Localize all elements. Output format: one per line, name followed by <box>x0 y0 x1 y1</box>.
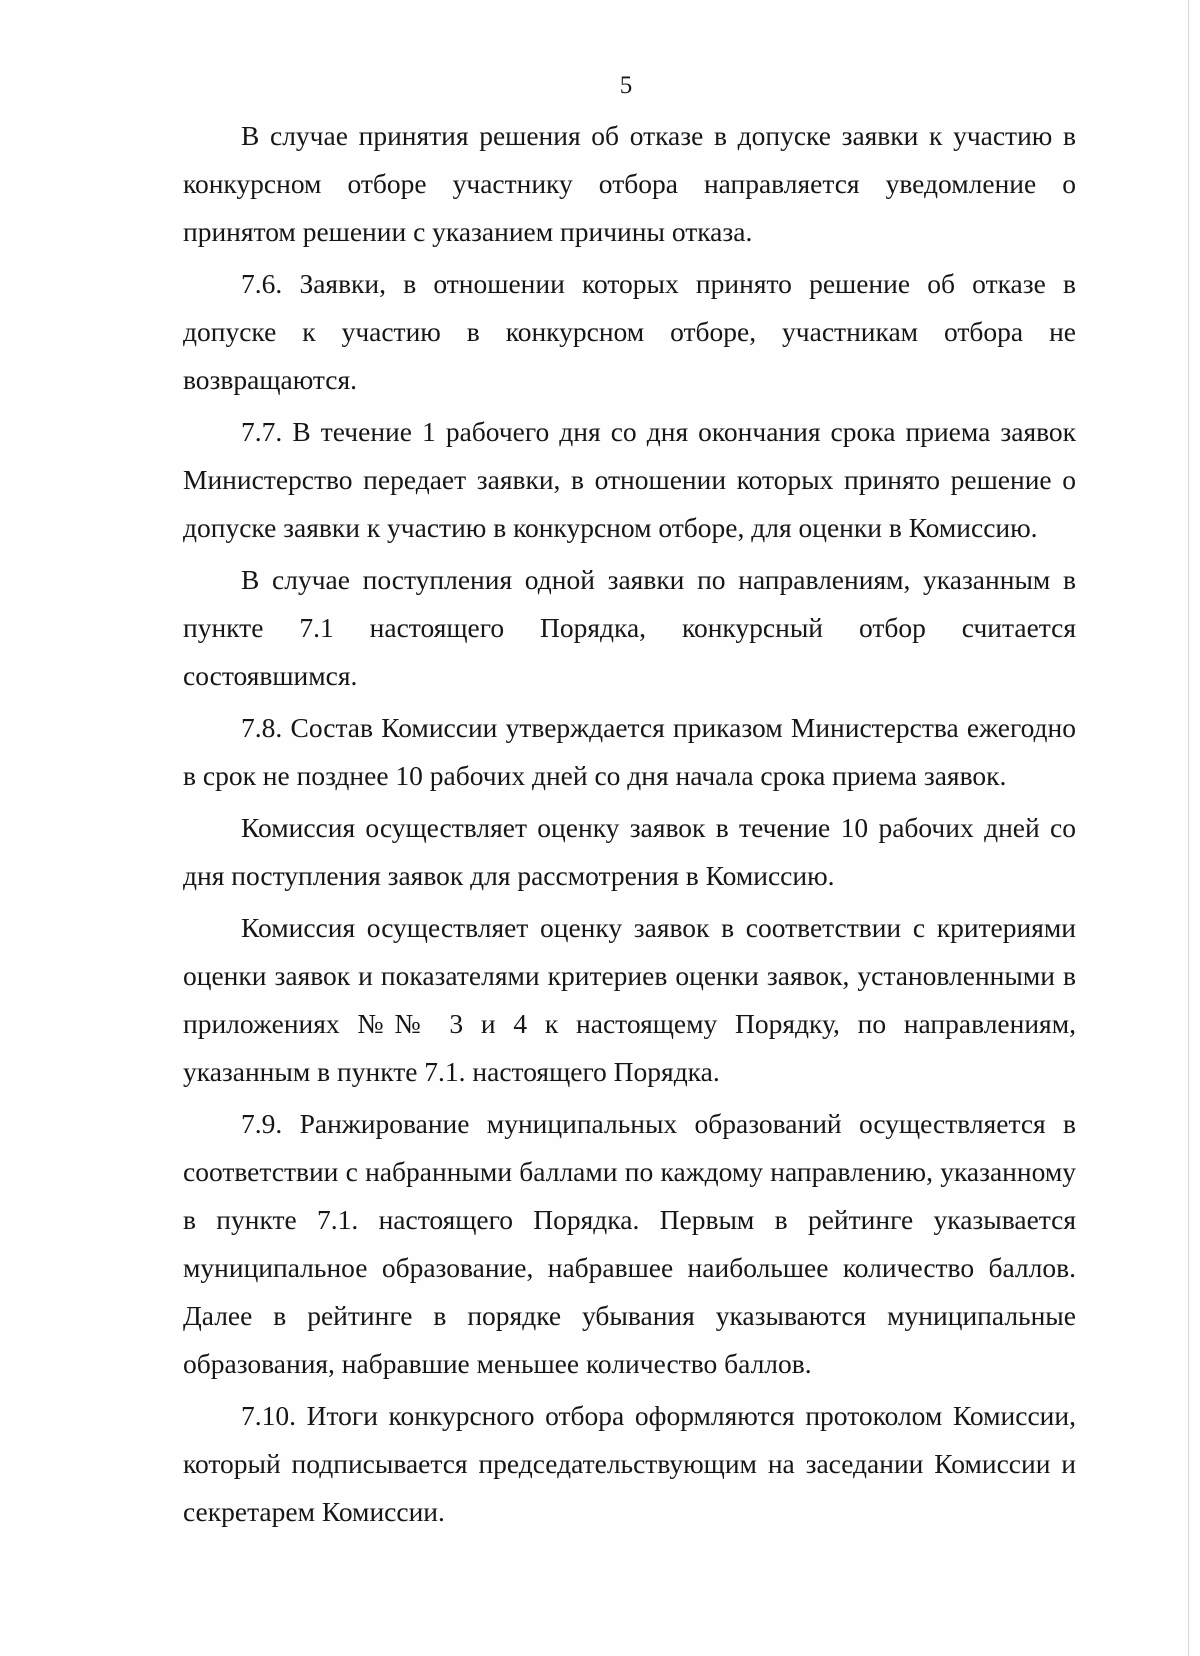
paragraph-rejection-notice: В случае принятия решения об отказе в допуске заявки к участию в конкурсном отборе участнику отбора направляется уведомление о принятом решении с указанием причины отказа. <box>183 120 1076 247</box>
scan-edge-line <box>1188 0 1189 1656</box>
paragraph-7-10: 7.10. Итоги конкурсного отбора оформляются протоколом Комиссии, который подписывается председательствующим на заседании Комиссии и секретарем Комиссии. <box>183 1400 1076 1527</box>
paragraph-7-8: 7.8. Состав Комиссии утверждается приказом Министерства ежегодно в срок не позднее 10 рабочих дней со дня начала срока приема заявок. <box>183 712 1076 791</box>
paragraph-evaluation-criteria: Комиссия осуществляет оценку заявок в соответствии с критериями оценки заявок и показателями критериев оценки заявок, установленными в приложениях №№ 3 и 4 к настоящему Порядку, по направлениям, указанным в пункте 7.1. настоящего Порядка. <box>183 912 1076 1087</box>
paragraph-evaluation-term: Комиссия осуществляет оценку заявок в течение 10 рабочих дней со дня поступления заявок для рассмотрения в Комиссию. <box>183 812 1076 891</box>
paragraph-single-application: В случае поступления одной заявки по направлениям, указанным в пункте 7.1 настоящего Порядка, конкурсный отбор считается состоявшимся. <box>183 564 1076 691</box>
page-number: 5 <box>619 72 633 99</box>
paragraph-7-9: 7.9. Ранжирование муниципальных образований осуществляется в соответствии с набранными баллами по каждому направлению, указанному в пункте 7.1. настоящего Порядка. Первым в рейтинге указывается муниципальное образование, набравшее наибольшее количество баллов. Далее в рейтинге в порядке убывания указываются муниципальные образования, набравшие меньшее количество баллов. <box>183 1108 1076 1379</box>
document-body <box>183 112 1076 1540</box>
paragraph-7-6: 7.6. Заявки, в отношении которых принято решение об отказе в допуске к участию в конкурсном отборе, участникам отбора не возвращаются. <box>183 268 1076 395</box>
paragraph-7-7: 7.7. В течение 1 рабочего дня со дня окончания срока приема заявок Министерство передает заявки, в отношении которых принято решение о допуске заявки к участию в конкурсном отборе, для оценки в Комиссию. <box>183 416 1076 543</box>
